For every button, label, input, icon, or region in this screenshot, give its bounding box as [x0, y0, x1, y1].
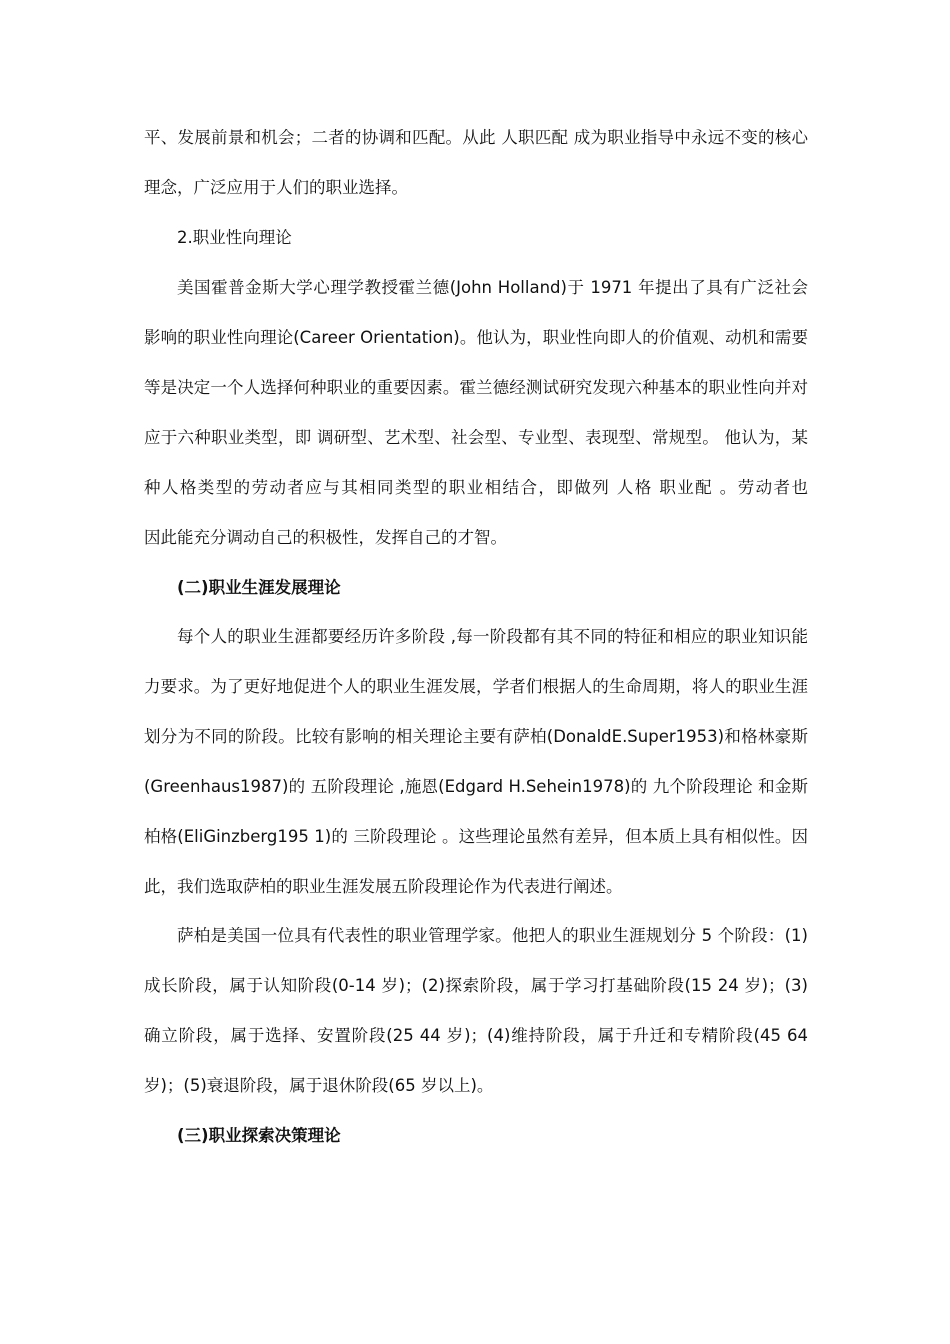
paragraph-line: 确立阶段，属于选择、安置阶段(25 44 岁)；(4)维持阶段，属于升迁和专精阶段(45 64: [144, 1026, 808, 1045]
paragraph-line: 力要求。为了更好地促进个人的职业生涯发展，学者们根据人的生命周期，将人的职业生涯: [144, 677, 808, 696]
paragraph-line: 等是决定一个人选择何种职业的重要因素。霍兰德经测试研究发现六种基本的职业性向并对: [144, 378, 808, 397]
paragraph-line: 此，我们选取萨柏的职业生涯发展五阶段理论作为代表进行阐述。: [144, 877, 623, 896]
paragraph-line: 影响的职业性向理论(Career Orientation)。他认为，职业性向即人的价值观、动机和需要: [144, 328, 808, 347]
paragraph-line: 平、发展前景和机会；二者的协调和匹配。从此 人职匹配 成为职业指导中永远不变的核心: [144, 128, 808, 147]
paragraph-line: 划分为不同的阶段。比较有影响的相关理论主要有萨柏(DonaldE.Super1953)和格林豪斯: [144, 727, 808, 746]
paragraph-line: 美国霍普金斯大学心理学教授霍兰德(John Holland)于 1971 年提出了具有广泛社会: [177, 278, 808, 297]
paragraph-line: 成长阶段，属于认知阶段(0-14 岁)；(2)探索阶段，属于学习打基础阶段(15 24 岁)；(3): [144, 976, 808, 995]
paragraph-line: 应于六种职业类型，即 调研型、艺术型、社会型、专业型、表现型、常规型。 他认为，某: [144, 428, 808, 447]
paragraph-line: (Greenhaus1987)的 五阶段理论 ,施恩(Edgard H.Sehein1978)的 九个阶段理论 和金斯: [144, 777, 808, 796]
section-heading: (二)职业生涯发展理论: [177, 578, 341, 597]
paragraph-line: 柏格(EliGinzberg195 1)的 三阶段理论 。这些理论虽然有差异，但本质上具有相似性。因: [144, 827, 808, 846]
section-heading: 2.职业性向理论: [177, 228, 292, 247]
paragraph-line: 每个人的职业生涯都要经历许多阶段 ,每一阶段都有其不同的特征和相应的职业知识能: [177, 627, 808, 646]
section-heading: (三)职业探索决策理论: [177, 1126, 341, 1145]
paragraph-line: 种人格类型的劳动者应与其相同类型的职业相结合，即做列 人格 职业配 。劳动者也: [144, 478, 808, 497]
paragraph-line: 因此能充分调动自己的积极性，发挥自己的才智。: [144, 528, 507, 547]
paragraph-line: 理念，广泛应用于人们的职业选择。: [144, 178, 408, 197]
paragraph-line: 萨柏是美国一位具有代表性的职业管理学家。他把人的职业生涯规划分 5 个阶段：(1): [177, 926, 808, 945]
paragraph-line: 岁)；(5)衰退阶段，属于退休阶段(65 岁以上)。: [144, 1076, 494, 1095]
